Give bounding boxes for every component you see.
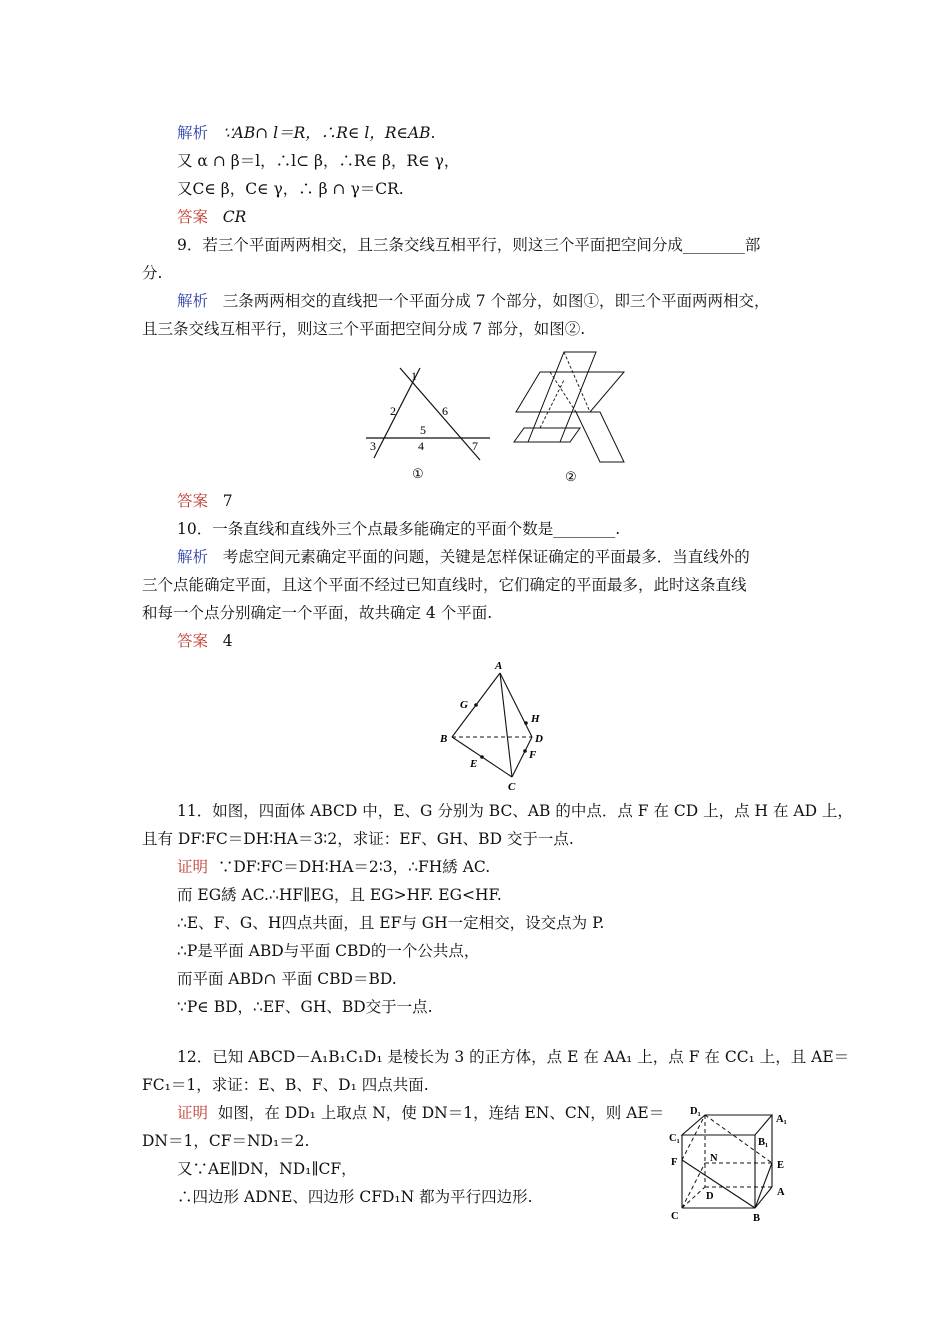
question-11-line-2: 且有 DF∶FC＝DH∶HA＝3∶2，求证：EF、GH、BD 交于一点. — [142, 830, 574, 848]
point-G: G — [460, 699, 468, 711]
analysis-8-line-3: 又C∈ β，C∈ γ，∴ β ∩ γ＝CR. — [177, 180, 404, 198]
question-12-line-2: FC₁＝1，求证：E、B、F、D₁ 四点共面. — [142, 1076, 429, 1094]
figure-9-lines — [360, 360, 490, 485]
figure-9-planes — [520, 350, 630, 485]
proof-11-line-4: ∴P是平面 ABD与平面 CBD的一个公共点， — [177, 942, 480, 960]
question-10: 10．一条直线和直线外三个点最多能确定的平面个数是________. — [177, 520, 621, 538]
vertex-A: A — [777, 1187, 785, 1198]
question-11-line-1: 11．如图，四面体 ABCD 中，E、G 分别为 BC、AB 的中点．点 F 在 CD 上，点 H 在 AD 上， — [177, 802, 853, 820]
vertex-C: C — [671, 1211, 679, 1222]
proof-label: 证明 — [177, 1104, 209, 1122]
proof-12-line-1 — [177, 1102, 664, 1124]
vertex-C1: C₁ — [669, 1133, 680, 1144]
vertex-C: C — [508, 781, 516, 793]
region-7: 7 — [472, 439, 478, 453]
analysis-10-text-1: 考虑空间元素确定平面的问题，关键是怎样保证确定的平面最多．当直线外的 — [222, 548, 750, 566]
vertex-A1: A₁ — [776, 1114, 787, 1125]
answer-label: 答案 — [177, 208, 209, 226]
region-1: 1 — [411, 369, 417, 383]
answer-10-value: 4 — [222, 632, 233, 650]
answer-label: 答案 — [177, 492, 209, 510]
proof-11-text-1: ∵DF∶FC＝DH∶HA＝2∶3，∴FH綉 AC. — [217, 858, 491, 876]
point-N: N — [710, 1153, 718, 1164]
proof-label: 证明 — [177, 858, 209, 876]
vertex-B1: B₁ — [758, 1137, 769, 1148]
proof-11-line-5: 而平面 ABD∩ 平面 CBD＝BD. — [177, 970, 397, 988]
answer-10 — [177, 630, 233, 652]
point-F: F — [529, 749, 537, 761]
figure-2-caption: ② — [565, 469, 577, 484]
proof-12-line-3: 又∵AE∥DN，ND₁∥CF， — [177, 1160, 357, 1178]
answer-label: 答案 — [177, 632, 209, 650]
vertex-D1: D₁ — [690, 1106, 701, 1117]
analysis-8-line-1 — [177, 122, 435, 144]
region-5: 5 — [420, 423, 426, 437]
region-6: 6 — [442, 404, 448, 418]
point-F: F — [671, 1157, 678, 1168]
vertex-B: B — [753, 1213, 761, 1224]
proof-12-line-4: ∴四边形 ADNE、四边形 CFD₁N 都为平行四边形. — [177, 1188, 533, 1206]
question-12-line-1: 12．已知 ABCD－A₁B₁C₁D₁ 是棱长为 3 的正方体，点 E 在 AA₁ 上，点 F 在 CC₁ 上，且 AE＝ — [177, 1048, 850, 1066]
figure-12-cube — [660, 1105, 800, 1225]
analysis-8-text-1: ∵AB∩ l＝R，∴R∈ l，R∈AB. — [222, 124, 436, 142]
proof-11-line-2: 而 EG綉 AC.∴HF∥EG，且 EG>HF. EG<HF. — [177, 886, 502, 904]
analysis-label: 解析 — [177, 292, 209, 310]
answer-9-value: 7 — [222, 492, 233, 510]
analysis-8-line-2: 又 α ∩ β＝l，∴l⊂ β，∴R∈ β，R∈ γ， — [177, 152, 460, 170]
analysis-10-line-1 — [177, 546, 750, 568]
analysis-label: 解析 — [177, 124, 209, 142]
analysis-10-line-3: 和每一个点分别确定一个平面，故共确定 4 个平面. — [142, 604, 493, 622]
analysis-label: 解析 — [177, 548, 209, 566]
figure-11-tetrahedron — [430, 655, 570, 795]
answer-9 — [177, 490, 233, 512]
vertex-B: B — [440, 733, 448, 745]
proof-11-line-1 — [177, 856, 490, 878]
vertex-D: D — [706, 1191, 714, 1202]
answer-8-value: CR — [222, 208, 247, 226]
figure-1-caption: ① — [412, 466, 424, 481]
point-H: H — [531, 713, 540, 725]
proof-12-text-1: 如图，在 DD₁ 上取点 N，使 DN＝1，连结 EN、CN，则 AE＝ — [217, 1104, 665, 1122]
region-4: 4 — [418, 439, 424, 453]
proof-11-line-6: ∵P∈ BD，∴EF、GH、BD交于一点. — [177, 998, 433, 1016]
point-E: E — [470, 758, 478, 770]
analysis-9-text-1: 三条两两相交的直线把一个平面分成 7 个部分，如图①，即三个平面两两相交， — [222, 292, 770, 310]
question-9-line-2: 分. — [142, 264, 163, 282]
vertex-D: D — [535, 733, 543, 745]
vertex-A: A — [495, 660, 503, 672]
answer-8 — [177, 206, 246, 228]
analysis-9-line-1 — [177, 290, 770, 312]
region-3: 3 — [370, 439, 376, 453]
proof-11-line-3: ∴E、F、G、H四点共面，且 EF与 GH一定相交，设交点为 P. — [177, 914, 605, 932]
analysis-9-line-2: 且三条交线互相平行，则这三个平面把空间分成 7 部分，如图②. — [142, 320, 586, 338]
question-9-line-1: 9．若三个平面两两相交，且三条交线互相平行，则这三个平面把空间分成________部 — [177, 236, 761, 254]
region-2: 2 — [390, 404, 396, 418]
proof-12-line-2: DN＝1，CF＝ND₁＝2. — [142, 1132, 310, 1150]
point-E: E — [777, 1160, 785, 1171]
analysis-10-line-2: 三个点能确定平面，且这个平面不经过已知直线时，它们确定的平面最多，此时这条直线 — [142, 576, 747, 594]
